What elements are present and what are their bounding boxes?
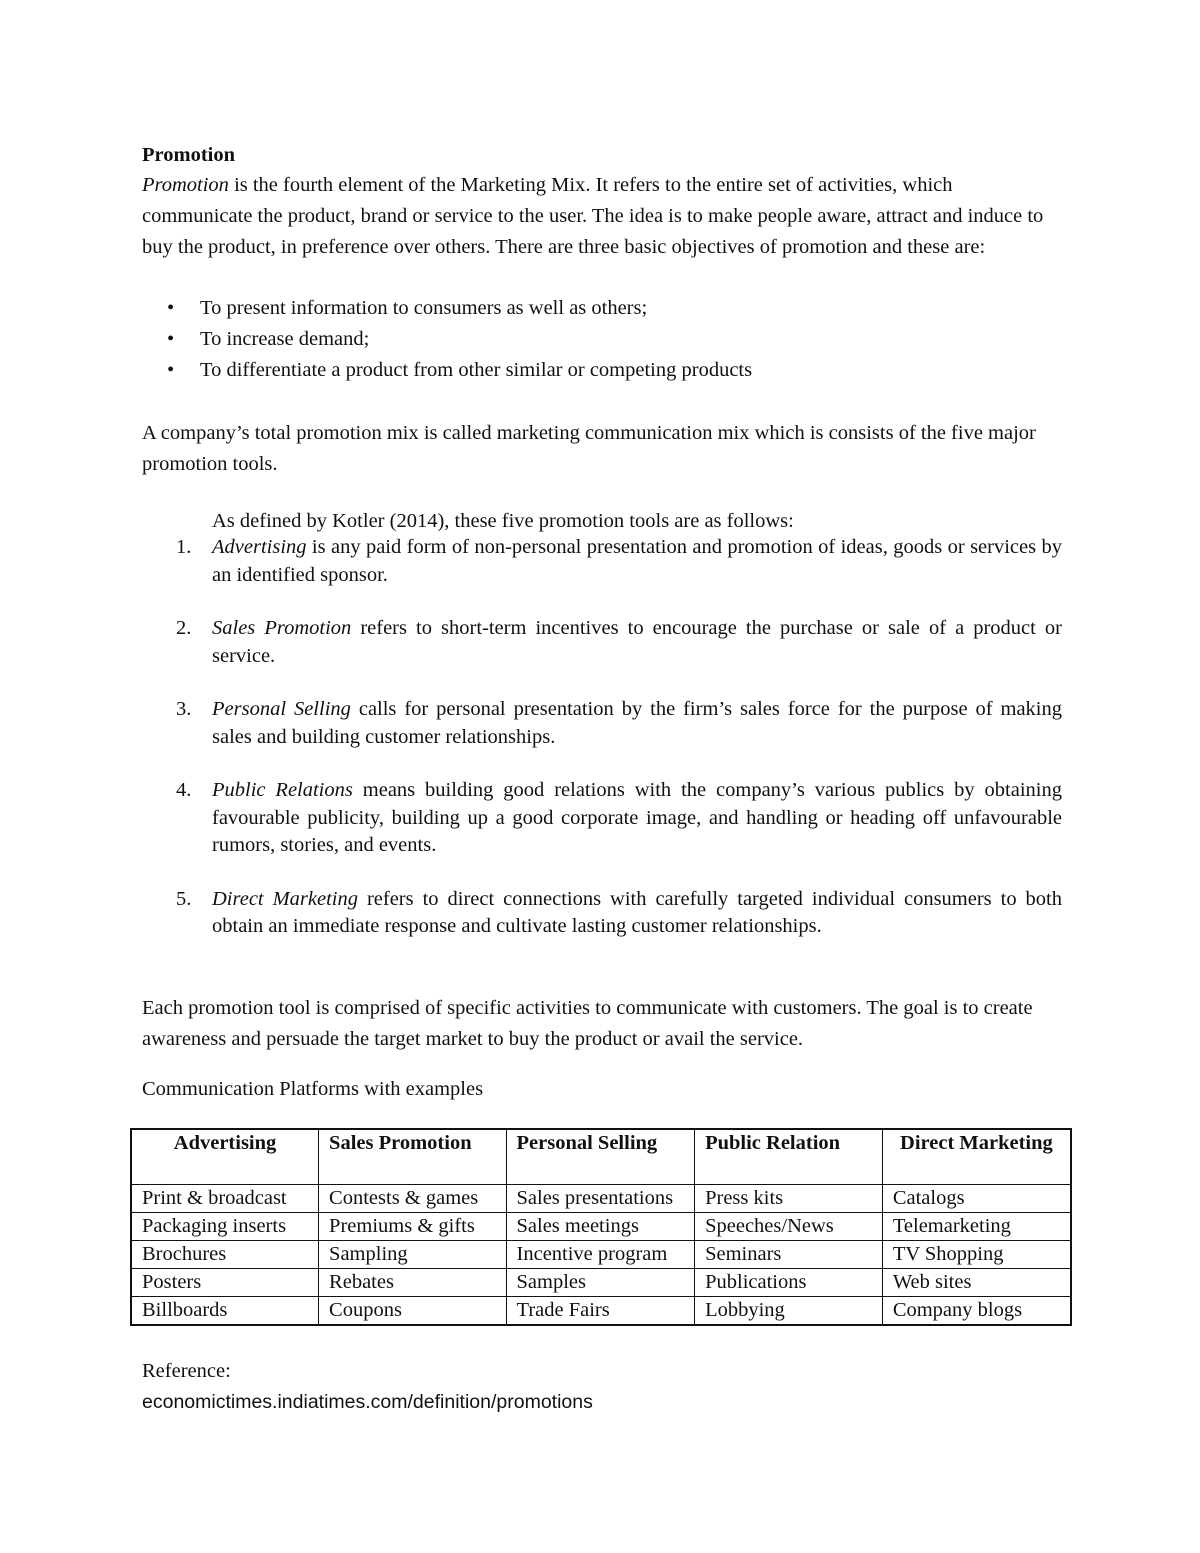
- table-row: [131, 1297, 1071, 1326]
- list-item: 2. Sales Promotion refers to short-term incentives to encourage the purchase or sale of a product or service.: [176, 617, 1062, 667]
- bullet-icon: •: [167, 328, 175, 350]
- table-cell: TV Shopping: [882, 1241, 1071, 1269]
- table-cell: Telemarketing: [882, 1213, 1071, 1241]
- table-cell: Billboards: [131, 1297, 319, 1326]
- list-number: 3.: [176, 698, 192, 720]
- intro-term: Promotion: [142, 174, 229, 196]
- table-cell: Press kits: [695, 1185, 883, 1213]
- tool-term: Advertising: [212, 536, 307, 558]
- table-row: [131, 1213, 1071, 1241]
- tool-term: Direct Marketing: [212, 887, 358, 910]
- column-header: Public Relation: [695, 1129, 883, 1185]
- table-cell: Company blogs: [882, 1297, 1071, 1326]
- table-cell: Premiums & gifts: [319, 1213, 506, 1241]
- table-cell: Brochures: [131, 1241, 319, 1269]
- table-row: [131, 1185, 1071, 1213]
- table-cell: Coupons: [319, 1297, 506, 1326]
- table-cell: Samples: [506, 1269, 695, 1297]
- list-item: 3. Personal Selling calls for personal presentation by the firm’s sales force for the purpose of making sales and building customer relationships.: [176, 698, 1062, 748]
- table-cell: Publications: [695, 1269, 883, 1297]
- each-paragraph: Each promotion tool is comprised of specific activities to communicate with customers. The goal is to create awareness and persuade the target market to buy the product or avail the service.: [142, 997, 1033, 1050]
- list-number: 1.: [176, 536, 192, 558]
- table-cell: Speeches/News: [695, 1213, 883, 1241]
- table-cell: Sales presentations: [506, 1185, 695, 1213]
- table-cell: Rebates: [319, 1269, 506, 1297]
- table-cell: Posters: [131, 1269, 319, 1297]
- reference-block: [142, 1356, 1062, 1418]
- tool-term: Sales Promotion: [212, 617, 352, 639]
- bullet-icon: •: [167, 297, 175, 319]
- list-item: 5. Direct Marketing refers to direct connections with carefully targeted individual consumers to both obtain an immediate response and cultivate lasting customer relationships.: [176, 887, 1062, 937]
- intro-text: is the fourth element of the Marketing Mix. It refers to the entire set of activities, which communicate the product, brand or service to the user. The idea is to make people aware, attract and induce to buy the product, in preference over others. There are three basic objectives of promotion and these are:: [142, 174, 1044, 258]
- intro-paragraph: [142, 170, 1062, 263]
- table-cell: Sales meetings: [506, 1213, 695, 1241]
- table-cell: Sampling: [319, 1241, 506, 1269]
- reference-label: Reference:: [142, 1360, 231, 1382]
- table-header-row: [131, 1129, 1071, 1185]
- column-header: Advertising: [131, 1129, 319, 1185]
- column-header: Sales Promotion: [319, 1129, 506, 1185]
- list-item: • To present information to consumers as well as others;: [142, 293, 752, 324]
- table-cell: Trade Fairs: [506, 1297, 695, 1326]
- table-cell: Packaging inserts: [131, 1213, 319, 1241]
- table-cell: Catalogs: [882, 1185, 1071, 1213]
- list-item: 1. Advertising is any paid form of non-personal presentation and promotion of ideas, goods or services by an identified sponsor.: [176, 536, 1062, 586]
- list-number: 4.: [176, 779, 192, 801]
- table-row: [131, 1241, 1071, 1269]
- table-cell: Contests & games: [319, 1185, 506, 1213]
- tool-term: Public Relations: [212, 779, 353, 801]
- list-number: 5.: [176, 887, 192, 910]
- tools-list: [142, 534, 1062, 967]
- table-row: [131, 1269, 1071, 1297]
- list-number: 2.: [176, 617, 192, 639]
- table-cell: Seminars: [695, 1241, 883, 1269]
- objectives-list: [142, 293, 752, 386]
- list-item: • To increase demand;: [142, 324, 752, 355]
- bullet-icon: •: [167, 359, 175, 381]
- table-cell: Web sites: [882, 1269, 1071, 1297]
- mix-paragraph: A company’s total promotion mix is called marketing communication mix which is consists of the five major promotion tools.: [142, 422, 1036, 475]
- reference-url: economictimes.indiatimes.com/definition/promotions: [142, 1391, 593, 1413]
- tool-term: Personal Selling: [212, 698, 351, 720]
- platform-table: [130, 1128, 1072, 1326]
- column-header: Personal Selling: [506, 1129, 695, 1185]
- table-cell: Print & broadcast: [131, 1185, 319, 1213]
- column-header: Direct Marketing: [882, 1129, 1071, 1185]
- section-heading: Promotion: [142, 144, 236, 166]
- list-item: 4. Public Relations means building good relations with the company’s various publics by obtaining favourable publicity, building up a good corporate image, and handling or heading off unfavourable rumors, stories, and events.: [176, 779, 1062, 856]
- list-item: • To differentiate a product from other similar or competing products: [142, 355, 752, 386]
- table-cell: Lobbying: [695, 1297, 883, 1326]
- platforms-caption: Communication Platforms with examples: [142, 1078, 484, 1100]
- kotler-line: As defined by Kotler (2014), these five promotion tools are as follows:: [212, 510, 794, 532]
- table-cell: Incentive program: [506, 1241, 695, 1269]
